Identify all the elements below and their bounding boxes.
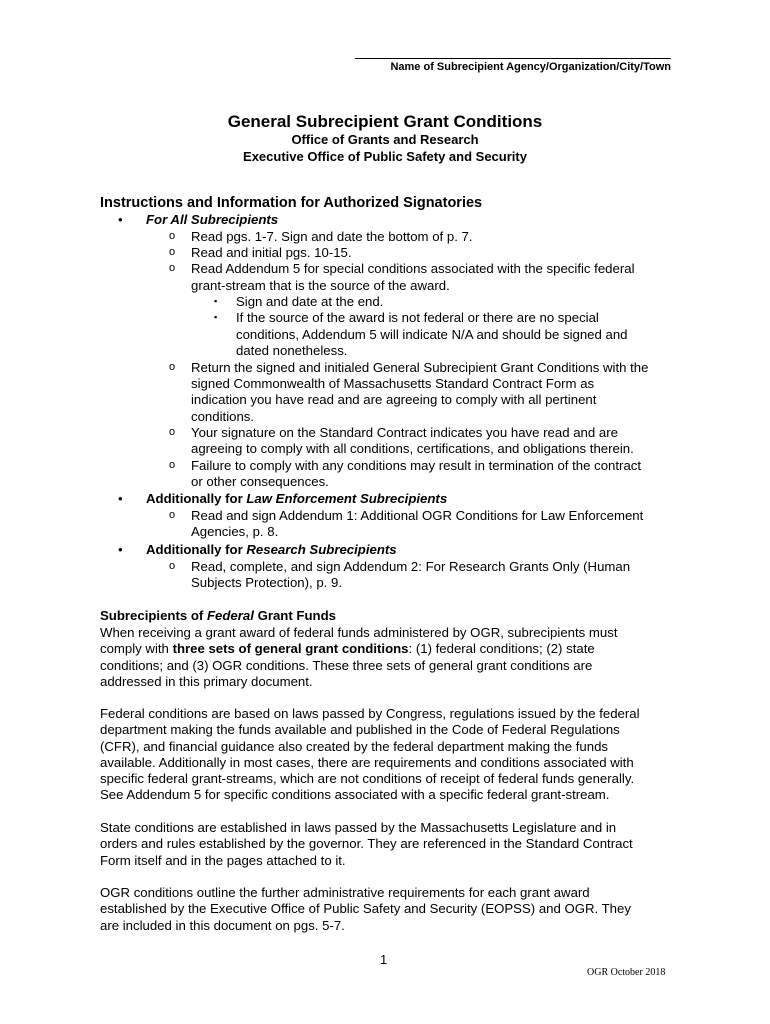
list-item: Failure to comply with any conditions may result in termination of the contract	[191, 458, 642, 473]
list-item: signed Commonwealth of Massachusetts Standard Contract Form as	[191, 376, 595, 391]
text-line: established by the Executive Office of Public Safety and Security (EOPSS) and OGR. They	[100, 901, 631, 917]
text-line: OGR conditions outline the further administrative requirements for each grant award	[100, 885, 590, 900]
list-item: grant-stream that is the source of the award.	[191, 278, 450, 293]
list-item: Your signature on the Standard Contract indicates you have read and are	[191, 425, 618, 440]
bullet-icon: •	[118, 542, 123, 557]
bullet-icon: •	[118, 212, 123, 227]
text-line: State conditions are established in laws passed by the Massachusetts Legislature and in	[100, 820, 617, 835]
federal-paragraph-2	[100, 706, 680, 804]
list-item: Read and sign Addendum 1: Additional OGR Conditions for Law Enforcement	[191, 508, 644, 523]
square-bullet-icon: ▪	[214, 296, 218, 306]
list-item: Read Addendum 5 for special conditions associated with the specific federal	[191, 261, 635, 276]
circle-bullet-icon: o	[169, 426, 176, 438]
research-heading: Additionally for Research Subrecipients	[146, 542, 397, 557]
signature-label: Name of Subrecipient Agency/Organization/City/Town	[390, 61, 671, 73]
list-item: Read, complete, and sign Addendum 2: For Research Grants Only (Human	[191, 559, 631, 574]
state-paragraph	[100, 820, 680, 869]
ogr-paragraph	[100, 885, 680, 934]
list-item: Sign and date at the end.	[236, 294, 384, 309]
footer-stamp: OGR October 2018	[587, 967, 666, 978]
text-line: available. Additionally in most cases, there are requirements and conditions associated with	[100, 754, 634, 770]
text-line: comply with three sets of general grant conditions: (1) federal conditions; (2) state	[100, 641, 595, 657]
list-item: Return the signed and initialed General Subrecipient Grant Conditions with the	[191, 360, 649, 375]
list-item: indication you have read and are agreeing to comply with all pertinent	[191, 392, 597, 407]
text-line: are included in this document on pgs. 5-7.	[100, 917, 345, 933]
text-line: Federal conditions are based on laws passed by Congress, regulations issued by the federal	[100, 706, 640, 721]
text-line: When receiving a grant award of federal funds administered by OGR, subrecipients must	[100, 625, 618, 640]
text-line: See Addendum 5 for specific conditions associated with a specific federal grant-stream.	[100, 787, 610, 803]
list-item: conditions, Addendum 5 will indicate N/A and should be signed and	[236, 327, 628, 342]
list-item: agreeing to comply with all conditions, certifications, and obligations therein.	[191, 441, 634, 456]
all-subrecipients-label: For All Subrecipients	[146, 212, 279, 227]
circle-bullet-icon: o	[169, 509, 176, 521]
text-line: (CFR), and financial guidance also created by the federal department making the funds	[100, 738, 609, 754]
subtitle-executive: Executive Office of Public Safety and Security	[243, 149, 527, 164]
text-line: department making the funds available and published in the Code of Federal Regulations	[100, 722, 620, 738]
text-line: orders and rules established by the governor. They are referenced in the Standard Contract	[100, 836, 633, 852]
list-item: or other consequences.	[191, 474, 329, 489]
circle-bullet-icon: o	[169, 361, 176, 373]
circle-bullet-icon: o	[169, 246, 176, 258]
circle-bullet-icon: o	[169, 262, 176, 274]
bullet-icon: •	[118, 491, 123, 506]
signature-line	[355, 58, 671, 59]
list-item: Read pgs. 1-7. Sign and date the bottom of p. 7.	[191, 229, 473, 244]
list-item: Agencies, p. 8.	[191, 524, 279, 539]
text-line: Form itself and in the pages attached to it.	[100, 852, 346, 868]
page-title: General Subrecipient Grant Conditions	[227, 112, 543, 131]
text-line: conditions; and (3) OGR conditions. These three sets of general grant conditions are	[100, 657, 593, 673]
instructions-heading: Instructions and Information for Authorized Signatories	[100, 195, 483, 211]
square-bullet-icon: ▪	[214, 312, 218, 322]
list-item: conditions.	[191, 409, 255, 424]
list-item: dated nonetheless.	[236, 343, 348, 358]
law-enforcement-heading: Additionally for Law Enforcement Subrecipients	[146, 491, 448, 506]
federal-heading: Subrecipients of Federal Grant Funds	[100, 608, 336, 623]
text-line: specific federal grant-streams, which are not conditions of receipt of federal funds generally.	[100, 771, 635, 787]
text-line: addressed in this primary document.	[100, 673, 313, 689]
subtitle-office: Office of Grants and Research	[291, 132, 479, 147]
list-item: If the source of the award is not federal or there are no special	[236, 310, 599, 325]
list-item: Read and initial pgs. 10-15.	[191, 245, 352, 260]
circle-bullet-icon: o	[169, 560, 176, 572]
federal-paragraph-1	[100, 625, 680, 690]
circle-bullet-icon: o	[169, 459, 176, 471]
circle-bullet-icon: o	[169, 230, 176, 242]
list-item: Subjects Protection), p. 9.	[191, 575, 342, 590]
page-number: 1	[380, 952, 388, 967]
